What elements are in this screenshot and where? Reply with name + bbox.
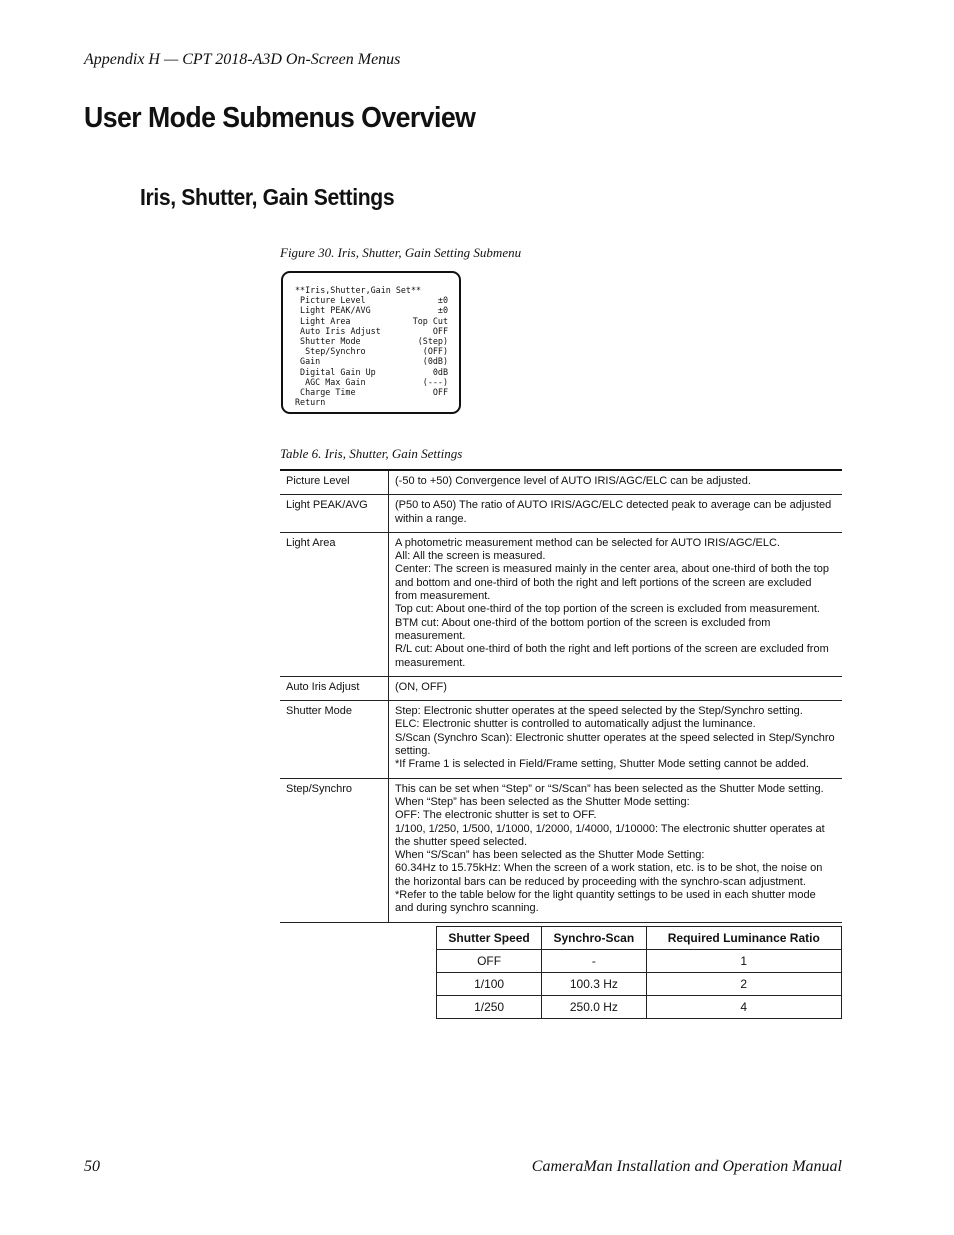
osd-menu-row (295, 346, 459, 356)
column-header: Required Luminance Ratio (646, 927, 841, 950)
parameter-description (389, 778, 843, 922)
description-line: When “S/Scan” has been selected as the Shutter Mode Setting: (395, 849, 705, 862)
osd-menu-value: 0dB (432, 366, 448, 377)
table-row (437, 950, 842, 973)
description-line: 60.34Hz to 15.75kHz: When the screen of a work station, etc. is to be shot, the noise on the horizontal bars can be reduced by proceeding with the synchro-scan adjustment. (395, 862, 823, 888)
description-line: (P50 to A50) The ratio of AUTO IRIS/AGC/ELC detected peak to average can be adjusted within a range. (395, 499, 832, 525)
luminance-table (436, 926, 842, 1019)
osd-menu-row (295, 326, 459, 336)
osd-menu-label: Return (295, 397, 326, 408)
manual-title: CameraMan Installation and Operation Manual (531, 1158, 842, 1175)
description-line: Step: Electronic shutter operates at the speed selected by the Step/Synchro setting. (395, 705, 803, 718)
description-line: OFF: The electronic shutter is set to OFF. (395, 809, 597, 822)
parameter-name: Shutter Mode (280, 701, 389, 778)
osd-menu-value: Top Cut (412, 315, 448, 326)
description-line: 1/100, 1/250, 1/500, 1/1000, 1/2000, 1/4000, 1/10000: The electronic shutter operates at the shutter speed selected. (395, 822, 825, 848)
osd-menu-label: Step/Synchro (295, 346, 366, 357)
section-title: Iris, Shutter, Gain Settings (140, 184, 395, 210)
description-line: *Refer to the table below for the light quantity settings to be used in each shutter mode and during synchro scanning. (395, 889, 816, 915)
osd-menu-value: (---) (422, 376, 448, 387)
table-cell: 1/250 (437, 996, 542, 1019)
osd-menu-row (295, 295, 459, 305)
osd-menu-value: (OFF) (422, 346, 448, 357)
parameter-description (389, 701, 843, 778)
page-title: User Mode Submenus Overview (84, 102, 476, 134)
table-row (280, 470, 842, 495)
osd-menu-screen (281, 271, 461, 414)
osd-menu-value: (0dB) (422, 356, 448, 367)
osd-menu-value: OFF (432, 325, 448, 336)
parameter-description (389, 495, 843, 533)
osd-menu-label: Light Area (295, 315, 351, 326)
page-number: 50 (84, 1158, 100, 1175)
description-line: When “Step” has been selected as the Shutter Mode setting: (395, 795, 690, 808)
parameter-description (389, 676, 843, 700)
table-row (280, 701, 842, 778)
table-cell: 4 (646, 996, 841, 1019)
osd-menu-value: ±0 (437, 305, 448, 316)
osd-menu-value (403, 285, 448, 295)
description-line: A photometric measurement method can be selected for AUTO IRIS/AGC/ELC. (395, 536, 780, 549)
parameter-name: Picture Level (280, 470, 389, 495)
parameter-name: Step/Synchro (280, 778, 389, 922)
osd-menu-value: OFF (432, 386, 448, 397)
osd-menu-label: Gain (295, 356, 321, 367)
running-head: Appendix H — CPT 2018-A3D On-Screen Menus (84, 51, 401, 68)
table-cell: 100.3 Hz (542, 973, 646, 996)
osd-menu-row (295, 316, 459, 326)
description-line: ELC: Electronic shutter is controlled to automatically adjust the luminance. (395, 718, 756, 731)
parameter-name: Light PEAK/AVG (280, 495, 389, 533)
settings-table (280, 469, 842, 923)
osd-menu-label: Light PEAK/AVG (295, 305, 371, 316)
table-row (280, 676, 842, 700)
table-cell: 250.0 Hz (542, 996, 646, 1019)
description-line: (ON, OFF) (395, 680, 447, 693)
description-line: (-50 to +50) Convergence level of AUTO IRIS/AGC/ELC can be adjusted. (395, 475, 751, 487)
osd-menu-label: Shutter Mode (295, 335, 361, 346)
table-cell: OFF (437, 950, 542, 973)
column-header: Shutter Speed (437, 927, 542, 950)
osd-menu-row (295, 367, 459, 377)
figure-caption: Figure 30. Iris, Shutter, Gain Setting Submenu (280, 245, 522, 260)
osd-menu-label: AGC Max Gain (295, 376, 366, 387)
description-line: All: All the screen is measured. (395, 550, 546, 563)
osd-menu-row (295, 305, 459, 315)
osd-menu-label: Charge Time (295, 386, 356, 397)
description-line: S/Scan (Synchro Scan): Electronic shutter operates at the speed selected in Step/Synchro setting. (395, 731, 835, 758)
column-header: Synchro-Scan (542, 927, 646, 950)
description-line: Top cut: About one-third of the top portion of the screen is excluded from measurement. (395, 603, 820, 616)
osd-menu-row (295, 397, 459, 407)
osd-menu-row (295, 377, 459, 387)
description-line: Center: The screen is measured mainly in the center area, about one-third of both the top and bottom and one-third of both the right and left portions of the screen are excluded from measurement. (395, 563, 829, 603)
parameter-name: Light Area (280, 532, 389, 676)
table-row (280, 778, 842, 922)
parameter-name: Auto Iris Adjust (280, 676, 389, 700)
table-cell: 1/100 (437, 973, 542, 996)
table-cell: 1 (646, 950, 841, 973)
osd-menu-label: Picture Level (295, 295, 366, 306)
table-row (437, 996, 842, 1019)
table-cell: 2 (646, 973, 841, 996)
osd-menu-row (295, 356, 459, 366)
description-line: R/L cut: About one-third of both the right and left portions of the screen are excluded from measurement. (395, 643, 829, 669)
osd-menu-value: (Step) (417, 335, 448, 346)
osd-menu-row (295, 336, 459, 346)
osd-menu-value: ±0 (437, 295, 448, 306)
parameter-description (389, 470, 843, 495)
description-line: *If Frame 1 is selected in Field/Frame setting, Shutter Mode setting cannot be added. (395, 758, 809, 771)
osd-menu-label: Digital Gain Up (295, 366, 376, 377)
osd-menu-label: **Iris,Shutter,Gain Set** (295, 285, 422, 295)
osd-menu-label: Auto Iris Adjust (295, 325, 381, 336)
osd-menu-row (295, 285, 459, 295)
osd-menu-value (403, 397, 448, 407)
description-line: This can be set when “Step” or “S/Scan” has been selected as the Shutter Mode setting. (395, 782, 824, 795)
parameter-description (389, 532, 843, 676)
table-caption: Table 6. Iris, Shutter, Gain Settings (280, 446, 463, 461)
table-cell: - (542, 950, 646, 973)
table-row (280, 495, 842, 533)
table-row (437, 973, 842, 996)
description-line: BTM cut: About one-third of the bottom portion of the screen is excluded from measurement. (395, 616, 771, 642)
osd-menu-row (295, 387, 459, 397)
table-row (280, 532, 842, 676)
